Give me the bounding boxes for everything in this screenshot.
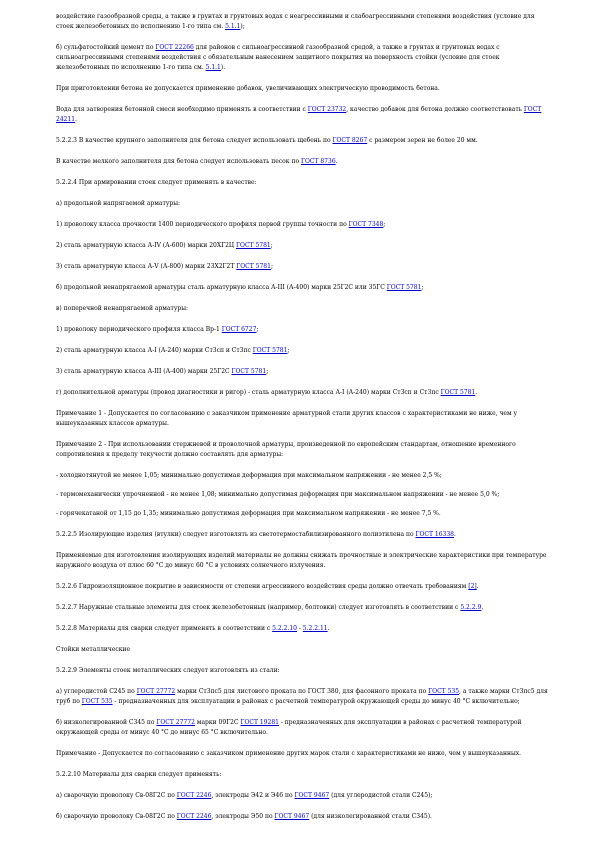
- paragraph: [56, 749, 551, 759]
- paragraph: [56, 325, 551, 335]
- paragraph-text: ;: [287, 347, 290, 354]
- reference-link[interactable]: 5.2.2.10: [272, 625, 297, 632]
- reference-link[interactable]: ГОСТ 5781: [231, 368, 267, 375]
- paragraph-text: , электроды Э42 и Э46 по: [211, 792, 295, 799]
- paragraph-text: а) сварочную проволоку Св-08Г2С по: [56, 792, 177, 799]
- paragraph-text: При приготовлении бетона не допускается применение добавок, увеличивающих электрическую проводимость бетона.: [56, 85, 440, 92]
- paragraph: [56, 409, 551, 429]
- paragraph-text: (для низколегированной стали С345).: [309, 813, 432, 820]
- paragraph-text: ;: [383, 221, 386, 228]
- paragraph: [56, 490, 551, 500]
- paragraph-text: ).: [220, 64, 226, 71]
- paragraph: [56, 624, 551, 634]
- reference-link[interactable]: ГОСТ 2246: [176, 813, 212, 820]
- paragraph-text: 5.2.2.5 Изолирующие изделия (втулки) следует изготовлять из светотермостабилизированного полиэтилена по: [56, 531, 416, 538]
- paragraph: [56, 199, 551, 209]
- paragraph-text: ;: [256, 326, 259, 333]
- paragraph-text: Примечание 2 - При использовании стержневой и проволочной арматуры, произведенной по европейским стандартам, отношение временного сопротивления к пределу текучести должно составлять для арматуры:: [56, 441, 516, 458]
- paragraph: [56, 791, 551, 801]
- reference-link[interactable]: ГОСТ 23732: [307, 106, 347, 113]
- paragraph: [56, 530, 551, 540]
- reference-link[interactable]: ГОСТ 27772: [156, 719, 195, 726]
- paragraph-text: .: [75, 116, 78, 123]
- reference-link[interactable]: [2]: [468, 583, 477, 590]
- reference-link[interactable]: ГОСТ 5781: [236, 242, 271, 249]
- paragraph: [56, 136, 551, 146]
- reference-link[interactable]: ГОСТ 2246: [176, 792, 212, 799]
- paragraph-text: .: [335, 158, 338, 165]
- paragraph-text: - предназначенных для эксплуатации в районах с расчетной температурой окружающей среды до минус 40 °С включительно;: [112, 698, 520, 705]
- paragraph-text: .: [327, 625, 330, 632]
- paragraph-text: марки 09Г2С: [194, 719, 241, 726]
- reference-link[interactable]: ГОСТ 6727: [221, 326, 257, 333]
- paragraph-text: ;: [270, 242, 273, 249]
- paragraph-text: В качестве мелкого заполнителя для бетона следует использовать песок по: [56, 158, 301, 165]
- paragraph-text: Стойки металлические: [56, 646, 131, 653]
- paragraph: [56, 262, 551, 272]
- paragraph-text: 5.2.2.4 При армировании стоек следует применять в качестве:: [56, 179, 257, 186]
- paragraph: [56, 582, 551, 592]
- paragraph-text: - предназначенных для эксплуатации в районах с расчетной температурой окружающей среды от минус 40 °С до минус 65 °С включительно.: [56, 719, 522, 736]
- paragraph-text: .: [475, 389, 478, 396]
- paragraph-text: 1) проволоку периодического профиля класса Вр-1: [56, 326, 222, 333]
- paragraph-text: б) сульфатостойкий цемент по: [56, 44, 156, 51]
- paragraph-text: ;: [421, 284, 424, 291]
- reference-link[interactable]: ГОСТ 5781: [252, 347, 288, 354]
- paragraph: [56, 367, 551, 377]
- paragraph-text: с размером зерен не более 20 мм.: [367, 137, 478, 144]
- paragraph-text: 3) сталь арматурную класса А-V (А-800) марки 23Х2Г2Т: [56, 263, 237, 270]
- paragraph-text: 5.2.2.3 В качестве крупного заполнителя для бетона следует использовать щебень по: [56, 137, 333, 144]
- paragraph: [56, 551, 551, 571]
- paragraph: [56, 471, 551, 481]
- paragraph-text: 2) сталь арматурную класса А-I (А-240) марки Ст3сп и Ст3пс: [56, 347, 253, 354]
- paragraph-text: , качество добавок для бетона должно соответствовать: [346, 106, 524, 113]
- paragraph-text: Применяемые для изготовления изолирующих изделий материалы не должны снижать прочностные и электрические характеристики при температуре наружного воздуха от плюс 60 °С до минус 60 °С в условиях солнечного излучения.: [56, 552, 547, 569]
- paragraph-text: ;: [266, 368, 269, 375]
- reference-link[interactable]: ГОСТ 27772: [136, 688, 176, 695]
- paragraph-text: 1) проволоку класса прочности 1400 периодического профиля первой группы точности по: [56, 221, 349, 228]
- paragraph: [56, 666, 551, 676]
- reference-link[interactable]: 5.1.1: [225, 23, 241, 30]
- paragraph-text: б) сварочную проволоку Св-08Г2С по: [56, 813, 177, 820]
- paragraph-text: 5.2.2.7 Наружные стальные элементы для стоек железобетонных (например, болтовки) следует изготовлять в соответствии с: [56, 604, 461, 611]
- paragraph: [56, 12, 551, 32]
- reference-link[interactable]: ГОСТ 19281: [240, 719, 279, 726]
- paragraph: [56, 440, 551, 460]
- paragraph-text: 3) сталь арматурную класса А-III (А-400) марки 25Г2С: [56, 368, 232, 375]
- paragraph: [56, 770, 551, 780]
- paragraph-text: - холоднотянутой не менее 1,05; минимально допустимая деформация при максимальном напряжении - не менее 2,5 %;: [56, 472, 442, 479]
- paragraph-text: 5.2.2.10 Материалы для сварки следует применять:: [56, 771, 222, 778]
- paragraph-text: Вода для затворения бетонной смеси необходимо применять в соответствии с: [56, 106, 308, 113]
- paragraph: [56, 346, 551, 356]
- reference-link[interactable]: 5.2.2.11: [302, 625, 328, 632]
- paragraph-text: 5.2.2.8 Материалы для сварки следует применять в соответствии с: [56, 625, 273, 632]
- reference-link[interactable]: ГОСТ 5781: [236, 263, 271, 270]
- paragraph-text: Примечание 1 - Допускается по согласованию с заказчиком применение арматурной стали других классов с характеристиками не ниже, чем у вышеуказанных классов арматуры.: [56, 410, 518, 427]
- paragraph-text: 5.2.2.9 Элементы стоек металлических следует изготовлять из стали:: [56, 667, 280, 674]
- paragraph: [56, 718, 551, 738]
- reference-link[interactable]: ГОСТ 5781: [386, 284, 422, 291]
- paragraph: [56, 509, 551, 519]
- paragraph-text: 5.2.2.6 Гидроизоляционное покрытие в зависимости от степени агрессивного воздействия среды должно отвечать требованиям: [56, 583, 469, 590]
- paragraph-text: .: [481, 604, 484, 611]
- paragraph: [56, 43, 551, 73]
- paragraph-text: б) продольной ненапрягаемой арматуры сталь арматурную класса А-III (А-400) марки 25Г2С или 35ГС: [56, 284, 387, 291]
- paragraph-text: 2) сталь арматурную класса А-IV (А-600) марки 20ХГ2Ц: [56, 242, 237, 249]
- reference-link[interactable]: 5.1.1: [205, 64, 221, 71]
- paragraph-text: г) дополнительной арматуры (провод диагностики и ригор) - сталь арматурную класса А-I (А-240) марки Ст3сп и Ст3пс: [56, 389, 441, 396]
- paragraph-text: а) углеродистой С245 по: [56, 688, 137, 695]
- paragraph-text: , электроды Э50 по: [211, 813, 275, 820]
- paragraph: [56, 388, 551, 398]
- paragraph-text: , а также марки Ст3пс5 для труб по: [56, 688, 548, 705]
- paragraph: [56, 157, 551, 167]
- paragraph-text: для районов с сильноагрессивной газообразной средой, а также в грунтах и грунтовых водах с сильноагрессивными степенями воздействия с обязательным нанесением защитного покрытия на поверхность стойки (условие для стоек железобетонных по исполнению 1-го типа см.: [56, 44, 500, 71]
- reference-link[interactable]: 5.2.2.9: [460, 604, 482, 611]
- paragraph-text: (для углеродистой стали С245);: [329, 792, 433, 799]
- paragraph: [56, 178, 551, 188]
- paragraph-text: в) поперечной ненапрягаемой арматуры:: [56, 305, 189, 312]
- reference-link[interactable]: ГОСТ 5781: [440, 389, 476, 396]
- paragraph-text: а) продольной напрягаемой арматуры:: [56, 200, 180, 207]
- reference-link[interactable]: ГОСТ 16338: [415, 531, 454, 538]
- reference-link[interactable]: ГОСТ 22266: [155, 44, 194, 51]
- reference-link[interactable]: ГОСТ 7348: [348, 221, 384, 228]
- paragraph-text: );: [240, 23, 245, 30]
- paragraph-text: марки Ст3пс5 для листового проката по ГОСТ 380, для фасонного проката по: [175, 688, 429, 695]
- paragraph: [56, 304, 551, 314]
- paragraph: [56, 105, 551, 125]
- paragraph: [56, 812, 551, 822]
- paragraph-text: .: [476, 583, 479, 590]
- paragraph-text: Примечание - Допускается по согласованию с заказчиком применение других марок стали с характеристиками не ниже, чем у вышеуказанных.: [56, 750, 522, 757]
- paragraph: [56, 283, 551, 293]
- paragraph: [56, 220, 551, 230]
- paragraph-text: ;: [270, 263, 273, 270]
- reference-link[interactable]: ГОСТ 535: [81, 698, 113, 705]
- paragraph-text: воздействие газообразной среды, а также в грунтах и грунтовых водах с неагрессивными и слабоагрессивными степенями воздействия (условие для стоек железобетонных по исполнению 1-го типа см.: [56, 13, 535, 30]
- reference-link[interactable]: ГОСТ 24211: [56, 106, 542, 123]
- reference-link[interactable]: ГОСТ 8736: [300, 158, 336, 165]
- reference-link[interactable]: ГОСТ 535: [428, 688, 460, 695]
- reference-link[interactable]: ГОСТ 8267: [332, 137, 368, 144]
- paragraph: [56, 84, 551, 94]
- paragraph-text: -: [296, 625, 303, 632]
- paragraph-text: б) низколегированной С345 по: [56, 719, 157, 726]
- paragraph-text: - термомеханически упрочненной - не менее 1,08; минимально допустимая деформация при максимальном напряжении - не менее 5,0 %;: [56, 491, 500, 498]
- paragraph: [56, 603, 551, 613]
- paragraph: [56, 687, 551, 707]
- reference-link[interactable]: ГОСТ 9467: [294, 792, 330, 799]
- paragraph: [56, 645, 551, 655]
- paragraph-text: - горячекатаной от 1,15 до 1,35; минимально допустимая деформация при максимальном напряжении - не менее 7,5 %.: [56, 510, 441, 517]
- paragraph: [56, 241, 551, 251]
- reference-link[interactable]: ГОСТ 9467: [274, 813, 310, 820]
- paragraph-text: .: [453, 531, 456, 538]
